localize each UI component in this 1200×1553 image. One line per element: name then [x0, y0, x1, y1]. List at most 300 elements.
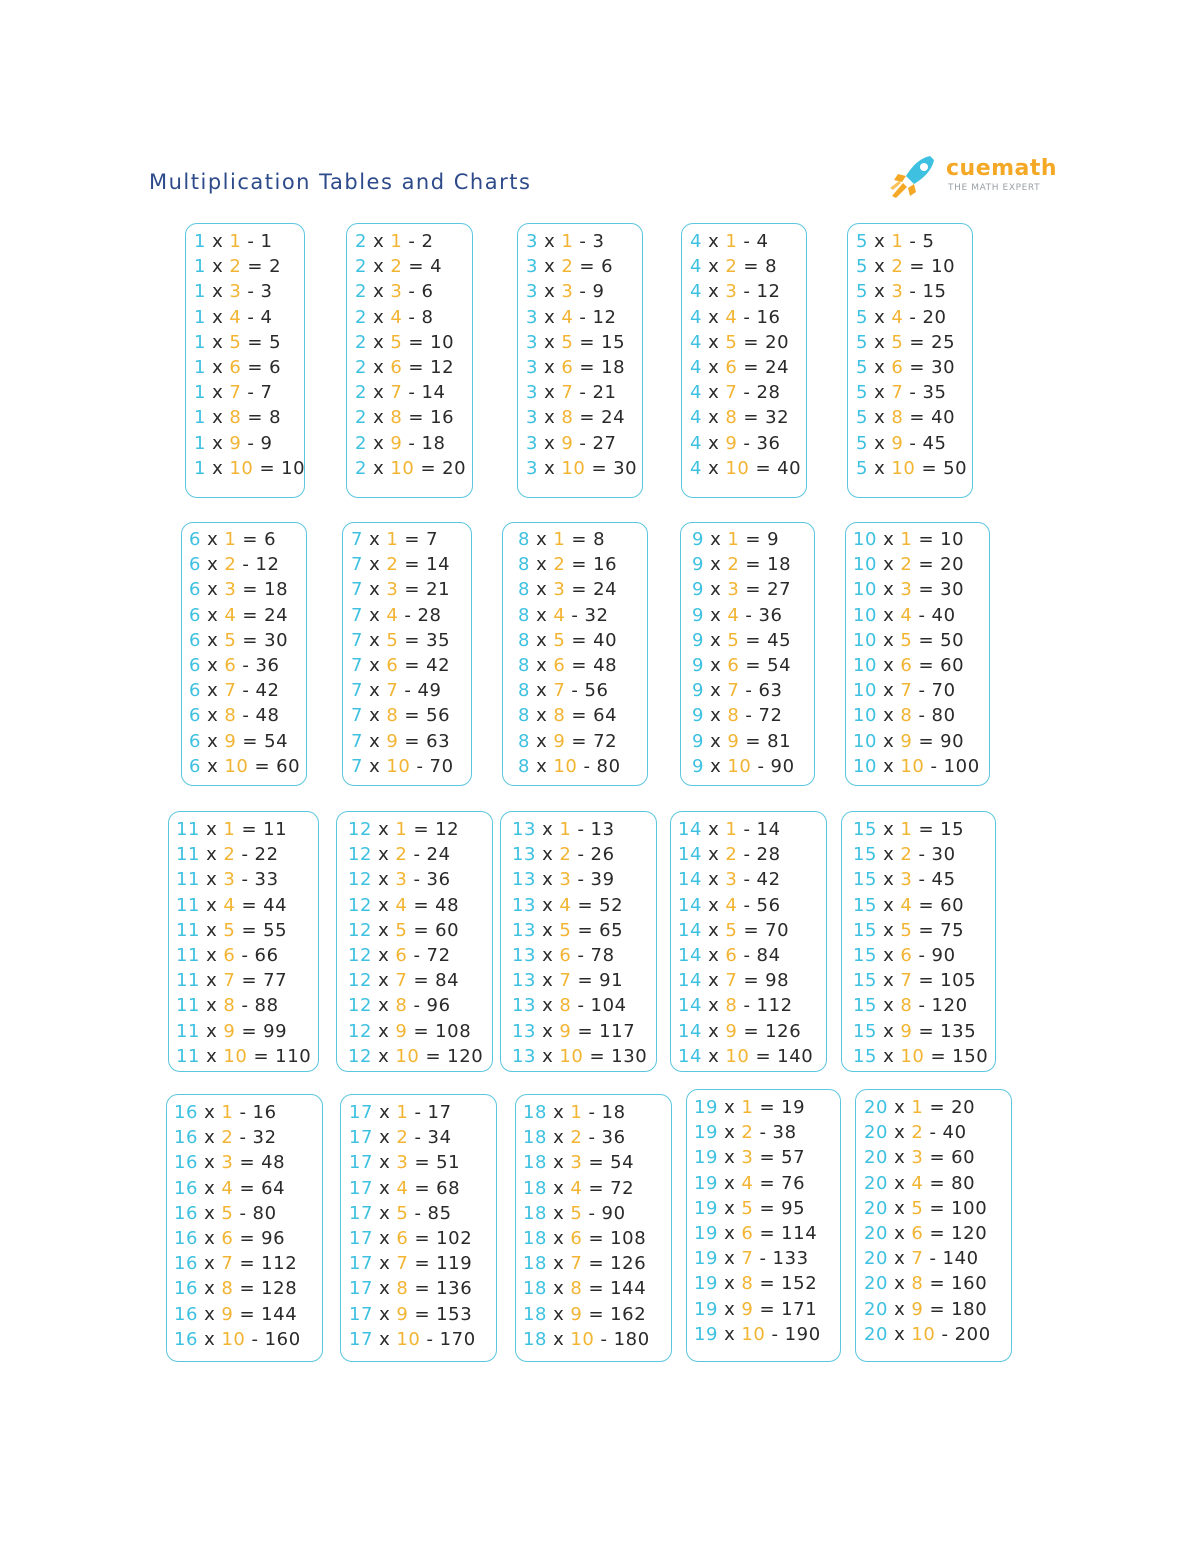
- table-row: [512, 968, 647, 993]
- times-sign: x: [708, 256, 720, 278]
- multiplicand: 18: [523, 1202, 548, 1224]
- product: 26: [590, 844, 615, 866]
- product: 64: [593, 705, 618, 727]
- multiplier: 8: [229, 407, 242, 429]
- multiplicand: 1: [194, 331, 207, 353]
- product: 24: [426, 844, 451, 866]
- product: 18: [601, 1102, 626, 1123]
- equals-sign: -: [413, 844, 421, 866]
- multiplicand: 19: [694, 1298, 719, 1320]
- multiplicand: 6: [189, 579, 202, 601]
- equals-sign: =: [743, 1020, 760, 1042]
- multiplier: 9: [553, 730, 566, 752]
- product: 14: [421, 382, 446, 404]
- equals-sign: =: [247, 256, 264, 278]
- multiplicand: 3: [526, 382, 539, 404]
- product: 100: [951, 1197, 988, 1219]
- equals-sign: =: [577, 894, 594, 916]
- multiplicand: 17: [349, 1202, 374, 1224]
- multiplier: 7: [224, 680, 237, 702]
- times-sign: x: [894, 1172, 906, 1194]
- table-row: [349, 1201, 476, 1226]
- table-row: [512, 993, 647, 1018]
- multiplicand: 1: [194, 407, 207, 429]
- product: 11: [263, 819, 288, 840]
- product: 56: [426, 705, 451, 727]
- multiplier: 9: [891, 432, 904, 454]
- times-sign: x: [883, 680, 895, 702]
- times-sign: x: [207, 554, 219, 576]
- multiplier: 10: [396, 1328, 421, 1350]
- page-title: Multiplication Tables and Charts: [149, 170, 532, 194]
- equals-sign: =: [759, 1222, 776, 1244]
- multiplier: 5: [224, 629, 237, 651]
- multiplier: 7: [891, 382, 904, 404]
- times-sign: x: [369, 654, 381, 676]
- times-sign: x: [536, 680, 548, 702]
- logo-wordmark: cuemath: [946, 156, 1058, 181]
- table-row: [176, 993, 311, 1018]
- product: 126: [765, 1020, 802, 1042]
- multiplicand: 17: [349, 1278, 374, 1300]
- multiplier: 9: [223, 1020, 236, 1042]
- times-sign: x: [542, 1045, 554, 1067]
- product: 10: [281, 457, 306, 479]
- product: 117: [599, 1020, 636, 1042]
- times-sign: x: [883, 755, 895, 777]
- product: 30: [264, 629, 289, 651]
- multiplier: 7: [727, 680, 740, 702]
- product: 20: [442, 457, 467, 479]
- multiplier: 6: [727, 654, 740, 676]
- product: 20: [951, 1097, 976, 1118]
- rocket-icon: [886, 152, 942, 202]
- times-sign: x: [708, 919, 720, 941]
- multiplicand: 3: [526, 457, 539, 479]
- multiplier: 10: [386, 755, 411, 777]
- equals-sign: =: [743, 919, 760, 941]
- product: 128: [261, 1278, 298, 1300]
- product: 18: [601, 356, 626, 378]
- multiplicand: 8: [518, 705, 531, 727]
- multiplicand: 6: [189, 755, 202, 777]
- multiplier: 9: [741, 1298, 754, 1320]
- multiplicand: 17: [349, 1227, 374, 1249]
- equals-sign: =: [247, 407, 264, 429]
- equals-sign: -: [909, 382, 917, 404]
- multiplier: 4: [221, 1177, 234, 1199]
- table-row: [518, 552, 621, 577]
- product: 152: [781, 1273, 818, 1295]
- multiplicand: 8: [518, 654, 531, 676]
- multiplicand: 3: [526, 331, 539, 353]
- times-sign: x: [553, 1127, 565, 1149]
- product: 8: [593, 529, 606, 550]
- product: 51: [436, 1152, 461, 1174]
- multiplicand: 20: [864, 1122, 889, 1144]
- table-row: [856, 355, 967, 380]
- times-sign: x: [206, 1045, 218, 1067]
- equals-sign: -: [408, 432, 416, 454]
- product: 8: [421, 306, 434, 328]
- product: 21: [592, 382, 617, 404]
- times-sign: x: [724, 1248, 736, 1270]
- times-sign: x: [883, 730, 895, 752]
- equals-sign: -: [918, 604, 926, 626]
- equals-sign: =: [909, 256, 926, 278]
- multiplier: 4: [741, 1172, 754, 1194]
- product: 8: [765, 256, 778, 278]
- table-row: [189, 754, 300, 779]
- equals-sign: =: [745, 554, 762, 576]
- product: 120: [951, 1222, 988, 1244]
- table-row: [174, 1176, 301, 1201]
- times-sign: x: [378, 970, 390, 992]
- product: 80: [951, 1172, 976, 1194]
- multiplicand: 1: [194, 432, 207, 454]
- multiplicand: 13: [512, 919, 537, 941]
- multiplier: 3: [229, 281, 242, 303]
- multiplicand: 12: [348, 944, 373, 966]
- multiplier: 2: [553, 554, 566, 576]
- table-row: [194, 456, 305, 481]
- times-sign: x: [369, 604, 381, 626]
- equals-sign: =: [413, 894, 430, 916]
- multiplicand: 13: [512, 894, 537, 916]
- multiplicand: 9: [692, 529, 705, 550]
- table-row: [355, 431, 466, 456]
- table-row: [351, 527, 454, 552]
- multiplier: 1: [221, 1102, 234, 1123]
- multiplicand: 4: [690, 432, 703, 454]
- equals-sign: -: [247, 281, 255, 303]
- table-row: [853, 603, 980, 628]
- multiplicand: 7: [351, 529, 364, 550]
- times-sign: x: [378, 894, 390, 916]
- multiplier: 1: [727, 529, 740, 550]
- product: 112: [261, 1253, 298, 1275]
- multiplicand: 16: [174, 1177, 199, 1199]
- equals-sign: -: [918, 680, 926, 702]
- equals-sign: -: [743, 382, 751, 404]
- equals-sign: -: [757, 755, 765, 777]
- times-sign: x: [874, 356, 886, 378]
- equals-sign: -: [408, 281, 416, 303]
- product: 171: [781, 1298, 818, 1320]
- table-row: [194, 279, 305, 304]
- multiplier: 2: [229, 256, 242, 278]
- product: 120: [447, 1045, 484, 1067]
- table-row: [864, 1120, 991, 1145]
- equals-sign: -: [241, 869, 249, 891]
- multiplier: 5: [386, 629, 399, 651]
- multiplicand: 3: [526, 306, 539, 328]
- table-rows-19: [694, 1095, 821, 1347]
- table-row: [694, 1145, 821, 1170]
- equals-sign: =: [588, 1303, 605, 1325]
- equals-sign: -: [743, 819, 751, 840]
- product: 27: [592, 432, 617, 454]
- multiplier: 6: [396, 1227, 409, 1249]
- equals-sign: =: [929, 1172, 946, 1194]
- equals-sign: -: [414, 1102, 422, 1123]
- product: 98: [765, 970, 790, 992]
- product: 55: [263, 919, 288, 941]
- equals-sign: -: [577, 944, 585, 966]
- multiplicand: 13: [512, 1045, 537, 1067]
- table-row: [690, 330, 801, 355]
- times-sign: x: [206, 1020, 218, 1042]
- product: 9: [260, 432, 273, 454]
- times-sign: x: [708, 970, 720, 992]
- product: 70: [429, 755, 454, 777]
- table-row: [355, 305, 466, 330]
- multiplicand: 7: [351, 730, 364, 752]
- table-row: [518, 678, 621, 703]
- table-row: [678, 943, 813, 968]
- table-row: [853, 943, 988, 968]
- table-row: [355, 254, 466, 279]
- times-sign: x: [883, 819, 895, 840]
- multiplier: 3: [386, 579, 399, 601]
- table-row: [194, 405, 305, 430]
- times-sign: x: [212, 457, 224, 479]
- multiplicand: 9: [692, 629, 705, 651]
- table-rows-4: [690, 229, 801, 481]
- times-sign: x: [378, 1045, 390, 1067]
- times-sign: x: [708, 1020, 720, 1042]
- equals-sign: =: [579, 331, 596, 353]
- multiplicand: 18: [523, 1253, 548, 1275]
- table-row: [853, 527, 980, 552]
- equals-sign: -: [743, 944, 751, 966]
- equals-sign: =: [918, 579, 935, 601]
- times-sign: x: [204, 1202, 216, 1224]
- equals-sign: =: [745, 654, 762, 676]
- multiplicand: 11: [176, 894, 201, 916]
- equals-sign: -: [743, 844, 751, 866]
- product: 35: [922, 382, 947, 404]
- multiplicand: 13: [512, 819, 537, 840]
- multiplier: 3: [223, 869, 236, 891]
- table-row: [690, 405, 801, 430]
- product: 18: [264, 579, 289, 601]
- multiplicand: 20: [864, 1222, 889, 1244]
- product: 72: [758, 705, 783, 727]
- multiplier: 10: [727, 755, 752, 777]
- equals-sign: =: [929, 1222, 946, 1244]
- multiplier: 4: [553, 604, 566, 626]
- table-row: [512, 842, 647, 867]
- table-row: [355, 330, 466, 355]
- equals-sign: =: [420, 457, 437, 479]
- multiplier: 6: [900, 944, 913, 966]
- times-sign: x: [553, 1303, 565, 1325]
- multiplier: 9: [396, 1303, 409, 1325]
- multiplier: 2: [221, 1127, 234, 1149]
- multiplicand: 15: [853, 1045, 878, 1067]
- product: 32: [765, 407, 790, 429]
- product: 112: [756, 995, 793, 1017]
- equals-sign: -: [743, 869, 751, 891]
- multiplicand: 10: [853, 629, 878, 651]
- table-row: [518, 603, 621, 628]
- table-row: [678, 1019, 813, 1044]
- table-row: [690, 254, 801, 279]
- multiplier: 3: [911, 1147, 924, 1169]
- multiplicand: 16: [174, 1278, 199, 1300]
- equals-sign: -: [239, 1202, 247, 1224]
- equals-sign: -: [588, 1127, 596, 1149]
- equals-sign: -: [579, 231, 587, 252]
- multiplicand: 5: [856, 281, 869, 303]
- multiplicand: 16: [174, 1202, 199, 1224]
- equals-sign: =: [571, 629, 588, 651]
- times-sign: x: [553, 1177, 565, 1199]
- multiplier: 7: [221, 1253, 234, 1275]
- equals-sign: -: [918, 869, 926, 891]
- multiplicand: 18: [523, 1278, 548, 1300]
- product: 110: [275, 1045, 312, 1067]
- equals-sign: -: [404, 680, 412, 702]
- times-sign: x: [883, 844, 895, 866]
- times-sign: x: [553, 1278, 565, 1300]
- table-row: [189, 678, 300, 703]
- equals-sign: -: [600, 1328, 608, 1350]
- multiplicand: 19: [694, 1097, 719, 1118]
- table-row: [690, 431, 801, 456]
- times-sign: x: [894, 1222, 906, 1244]
- multiplier: 6: [570, 1227, 583, 1249]
- multiplicand: 4: [690, 256, 703, 278]
- table-rows-9: [692, 527, 795, 779]
- table-row: [694, 1246, 821, 1271]
- times-sign: x: [553, 1253, 565, 1275]
- multiplicand: 20: [864, 1147, 889, 1169]
- times-sign: x: [536, 755, 548, 777]
- equals-sign: -: [929, 1248, 937, 1270]
- product: 81: [767, 730, 792, 752]
- product: 190: [784, 1323, 821, 1345]
- times-sign: x: [379, 1227, 391, 1249]
- product: 108: [610, 1227, 647, 1249]
- multiplicand: 13: [512, 944, 537, 966]
- multiplier: 6: [911, 1222, 924, 1244]
- times-sign: x: [207, 604, 219, 626]
- times-sign: x: [207, 680, 219, 702]
- equals-sign: =: [571, 529, 588, 550]
- multiplicand: 11: [176, 1045, 201, 1067]
- times-sign: x: [379, 1253, 391, 1275]
- product: 28: [756, 844, 781, 866]
- times-sign: x: [379, 1278, 391, 1300]
- times-sign: x: [206, 894, 218, 916]
- product: 48: [435, 894, 460, 916]
- table-row: [349, 1150, 476, 1175]
- times-sign: x: [204, 1127, 216, 1149]
- multiplier: 4: [900, 604, 913, 626]
- table-rows-10: [853, 527, 980, 779]
- multiplier: 10: [229, 457, 254, 479]
- multiplicand: 8: [518, 579, 531, 601]
- multiplier: 9: [900, 1020, 913, 1042]
- equals-sign: =: [247, 331, 264, 353]
- product: 104: [590, 995, 627, 1017]
- multiplier: 8: [561, 407, 574, 429]
- times-sign: x: [708, 995, 720, 1017]
- product: 130: [611, 1045, 648, 1067]
- product: 102: [436, 1227, 473, 1249]
- times-sign: x: [536, 654, 548, 676]
- equals-sign: =: [404, 579, 421, 601]
- equals-sign: -: [918, 944, 926, 966]
- table-row: [174, 1226, 301, 1251]
- product: 54: [264, 730, 289, 752]
- times-sign: x: [544, 457, 556, 479]
- equals-sign: =: [571, 730, 588, 752]
- table-row: [864, 1221, 991, 1246]
- equals-sign: -: [588, 1102, 596, 1123]
- multiplicand: 16: [174, 1253, 199, 1275]
- equals-sign: -: [239, 1127, 247, 1149]
- product: 4: [756, 231, 769, 252]
- product: 95: [781, 1197, 806, 1219]
- table-row: [349, 1276, 476, 1301]
- times-sign: x: [207, 579, 219, 601]
- product: 144: [610, 1278, 647, 1300]
- product: 18: [767, 554, 792, 576]
- multiplier: 4: [911, 1172, 924, 1194]
- multiplicand: 9: [692, 705, 705, 727]
- table-row: [518, 653, 621, 678]
- multiplier: 1: [559, 819, 572, 840]
- table-row: [348, 968, 483, 993]
- multiplicand: 9: [692, 554, 705, 576]
- equals-sign: =: [588, 1278, 605, 1300]
- product: 40: [931, 604, 956, 626]
- product: 5: [269, 331, 282, 353]
- equals-sign: -: [579, 281, 587, 303]
- multiplicand: 13: [512, 844, 537, 866]
- equals-sign: =: [918, 554, 935, 576]
- times-sign: x: [542, 995, 554, 1017]
- multiplicand: 14: [678, 944, 703, 966]
- times-sign: x: [883, 654, 895, 676]
- multiplicand: 19: [694, 1172, 719, 1194]
- multiplier: 8: [390, 407, 403, 429]
- equals-sign: -: [577, 995, 585, 1017]
- times-sign: x: [379, 1152, 391, 1174]
- table-row: [349, 1251, 476, 1276]
- multiplicand: 10: [853, 680, 878, 702]
- product: 48: [255, 705, 280, 727]
- product: 16: [756, 306, 781, 328]
- table-row: [176, 893, 311, 918]
- table-row: [189, 552, 300, 577]
- multiplicand: 10: [853, 730, 878, 752]
- equals-sign: =: [579, 256, 596, 278]
- times-sign: x: [708, 894, 720, 916]
- multiplicand: 2: [355, 256, 368, 278]
- times-sign: x: [883, 1020, 895, 1042]
- table-row: [853, 817, 988, 842]
- table-row: [348, 943, 483, 968]
- times-sign: x: [708, 306, 720, 328]
- multiplier: 2: [570, 1127, 583, 1149]
- equals-sign: =: [589, 1045, 606, 1067]
- equals-sign: =: [918, 730, 935, 752]
- product: 28: [417, 604, 442, 626]
